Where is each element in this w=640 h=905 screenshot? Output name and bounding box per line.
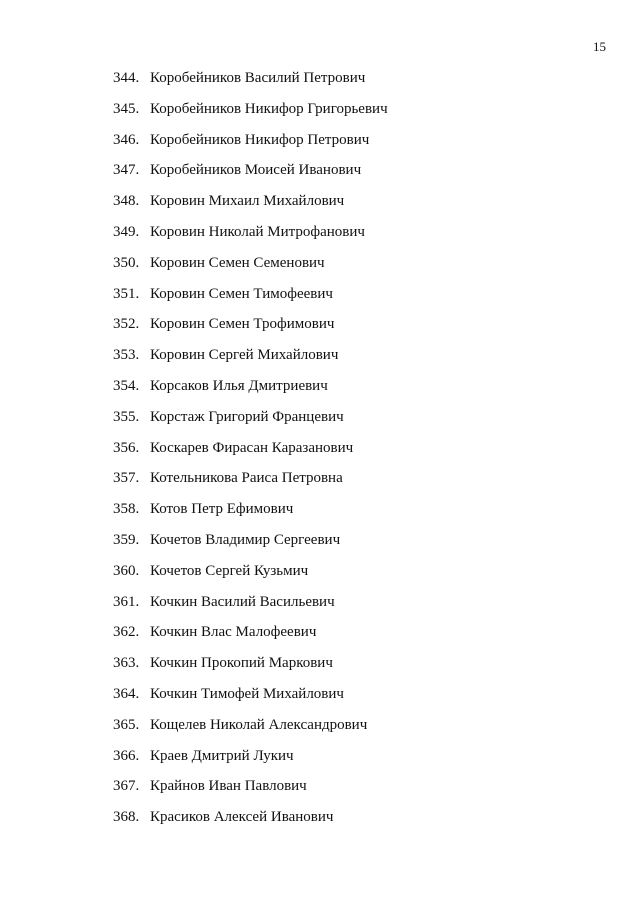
list-item	[113, 155, 593, 186]
item-name: Коскарев Фирасан Каразанович	[150, 439, 354, 456]
list-item	[113, 279, 593, 310]
item-number: 367.	[113, 778, 140, 795]
list-item	[113, 617, 593, 648]
list-item	[113, 63, 593, 94]
item-number: 360.	[113, 562, 140, 579]
item-name: Кочкин Влас Малофеевич	[150, 624, 317, 641]
list-item	[113, 494, 593, 525]
item-name: Кочкин Тимофей Михайлович	[150, 685, 344, 702]
list-item	[113, 402, 593, 433]
list-item	[113, 248, 593, 279]
list-item	[113, 217, 593, 248]
list-item	[113, 463, 593, 494]
item-number: 363.	[113, 655, 140, 672]
item-number: 368.	[113, 809, 140, 826]
item-number: 365.	[113, 716, 140, 733]
list-item	[113, 710, 593, 741]
list-item	[113, 309, 593, 340]
list-item	[113, 802, 593, 833]
item-name: Коробейников Никифор Григорьевич	[150, 100, 388, 117]
item-number: 350.	[113, 254, 140, 271]
list-item	[113, 741, 593, 772]
list-item	[113, 771, 593, 802]
item-name: Коровин Сергей Михайлович	[150, 347, 339, 364]
item-name: Коробейников Никифор Петрович	[150, 131, 370, 148]
item-name: Коробейников Василий Петрович	[150, 70, 366, 86]
item-name: Котельникова Раиса Петровна	[150, 470, 343, 487]
item-name: Крайнов Иван Павлович	[150, 778, 307, 795]
list-item	[113, 186, 593, 217]
item-name: Коробейников Моисей Иванович	[150, 162, 362, 179]
item-name: Коровин Семен Семенович	[150, 254, 325, 271]
item-name: Коровин Михаил Михайлович	[150, 193, 345, 210]
item-name: Корстаж Григорий Францевич	[150, 408, 344, 425]
list-item	[113, 94, 593, 125]
item-number: 361.	[113, 593, 140, 610]
item-name: Корсаков Илья Дмитриевич	[150, 377, 328, 394]
item-number: 349.	[113, 223, 140, 240]
list-item	[113, 433, 593, 464]
item-number: 353.	[113, 347, 140, 364]
item-number: 362.	[113, 624, 140, 641]
item-name: Краев Дмитрий Лукич	[150, 747, 294, 764]
item-number: 359.	[113, 531, 140, 548]
list-item	[113, 587, 593, 618]
item-name: Кочетов Сергей Кузьмич	[150, 562, 309, 579]
list-item	[113, 525, 593, 556]
item-name: Коровин Семен Трофимович	[150, 316, 335, 333]
item-number: 354.	[113, 377, 140, 394]
item-number: 366.	[113, 747, 140, 764]
item-number: 344.	[113, 70, 140, 86]
list-item	[113, 340, 593, 371]
page-number: 15	[593, 39, 606, 54]
item-name: Кочетов Владимир Сергеевич	[150, 531, 341, 548]
list-item	[113, 125, 593, 156]
item-number: 355.	[113, 408, 140, 425]
item-number: 358.	[113, 501, 140, 518]
item-name: Кочкин Василий Васильевич	[150, 593, 335, 610]
item-number: 346.	[113, 131, 140, 148]
item-number: 352.	[113, 316, 140, 333]
name-list	[113, 63, 593, 833]
list-item	[113, 556, 593, 587]
item-name: Коровин Семен Тимофеевич	[150, 285, 333, 302]
item-number: 364.	[113, 685, 140, 702]
item-name: Котов Петр Ефимович	[150, 501, 294, 518]
item-name: Кощелев Николай Александрович	[150, 716, 368, 733]
list-item	[113, 371, 593, 402]
item-name: Красиков Алексей Иванович	[150, 809, 334, 826]
list-item	[113, 679, 593, 710]
item-number: 348.	[113, 193, 140, 210]
item-number: 356.	[113, 439, 140, 456]
list-item	[113, 648, 593, 679]
item-name: Коровин Николай Митрофанович	[150, 223, 365, 240]
item-name: Кочкин Прокопий Маркович	[150, 655, 333, 672]
item-number: 351.	[113, 285, 140, 302]
item-number: 345.	[113, 100, 140, 117]
item-number: 357.	[113, 470, 140, 487]
item-number: 347.	[113, 162, 140, 179]
